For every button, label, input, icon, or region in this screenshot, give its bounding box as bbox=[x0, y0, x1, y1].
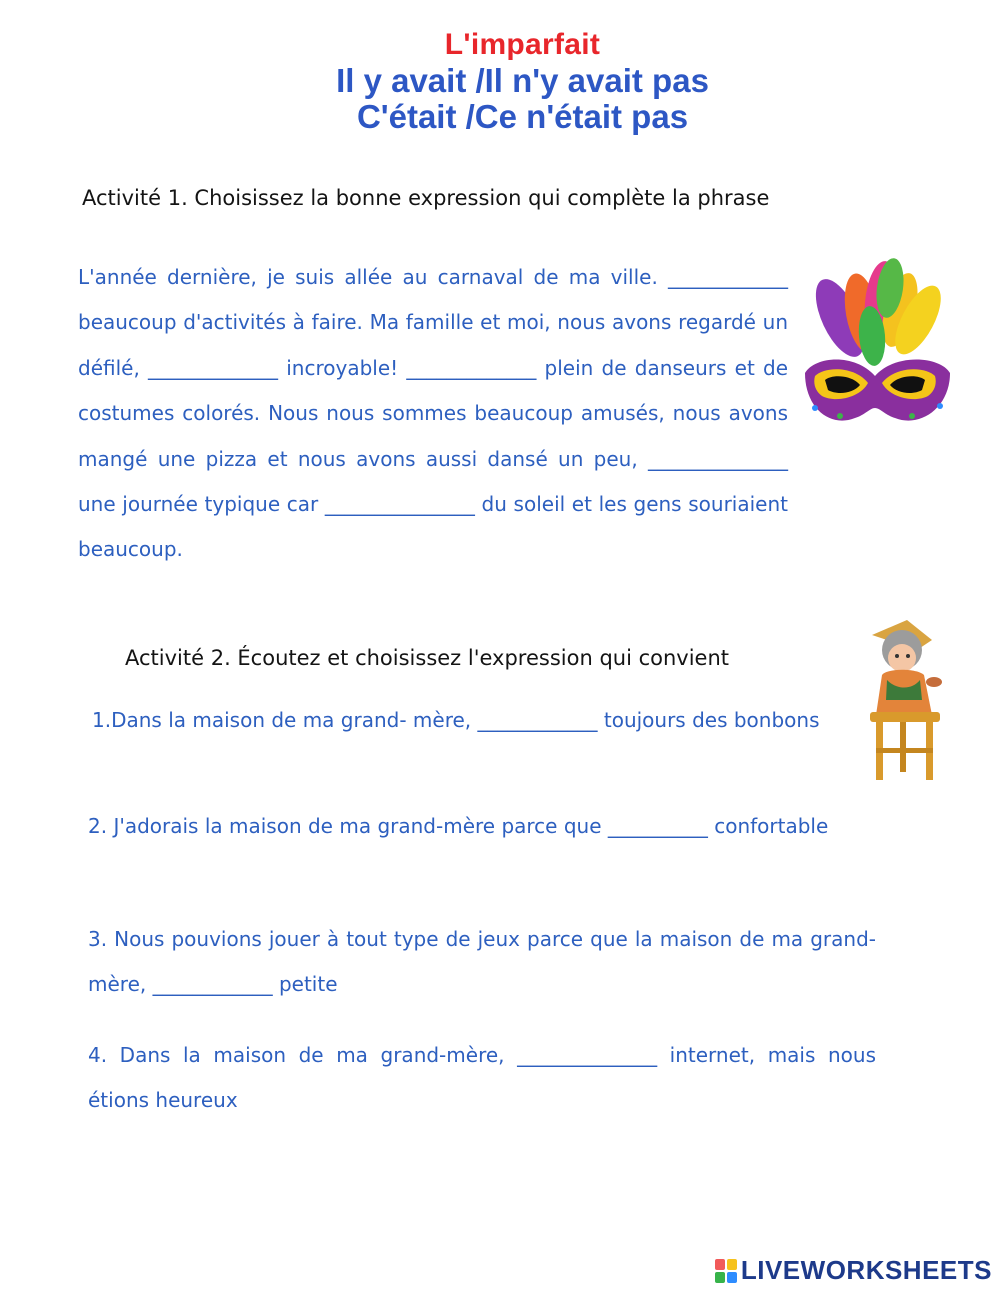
worksheet-subtitle-1: Il y avait /Il n'y avait pas bbox=[336, 62, 709, 99]
activity2-heading: Activité 2. Écoutez et choisissez l'expression qui convient bbox=[125, 646, 730, 670]
liveworksheets-mark-icon bbox=[715, 1259, 737, 1283]
activity2-item-1: 1.Dans la maison de ma grand- mère, ____________ toujours des bonbons bbox=[92, 708, 820, 732]
carnival-mask-illustration bbox=[800, 258, 955, 438]
activity2-item-3: 3. Nous pouvions jouer à tout type de jeux parce que la maison de ma grand-mère, ____________ petite bbox=[88, 927, 876, 997]
liveworksheets-logo[interactable] bbox=[715, 1255, 992, 1286]
feathers-icon bbox=[806, 258, 950, 367]
worksheet-title: L'imparfait bbox=[444, 28, 601, 61]
activity1-paragraph: L'année dernière, je suis allée au carnaval de ma ville. ____________ beaucoup d'activités à faire. Ma famille et moi, nous avons regardé un défilé, _____________ incroyable! _____________ plein de danseurs et de costumes colorés. Nous nous sommes beaucoup amusés, nous avons mangé une pizza et nous avons aussi dansé un peu, ______________ une journée typique car _______________ du soleil et les gens souriaient beaucoup. bbox=[78, 265, 788, 562]
activity2-item-2: 2. J'adorais la maison de ma grand-mère parce que __________ confortable bbox=[88, 814, 829, 838]
grandmother-illustration bbox=[862, 620, 952, 780]
activity1-heading: Activité 1. Choisissez la bonne expression qui complète la phrase bbox=[82, 186, 770, 210]
activity2-item-4: 4. Dans la maison de ma grand-mère, ______________ internet, mais nous étions heureux bbox=[88, 1043, 876, 1113]
brand-name: LIVEWORKSHEETS bbox=[740, 1255, 992, 1285]
worksheet-subtitle-2: C'était /Ce n'était pas bbox=[356, 98, 689, 135]
